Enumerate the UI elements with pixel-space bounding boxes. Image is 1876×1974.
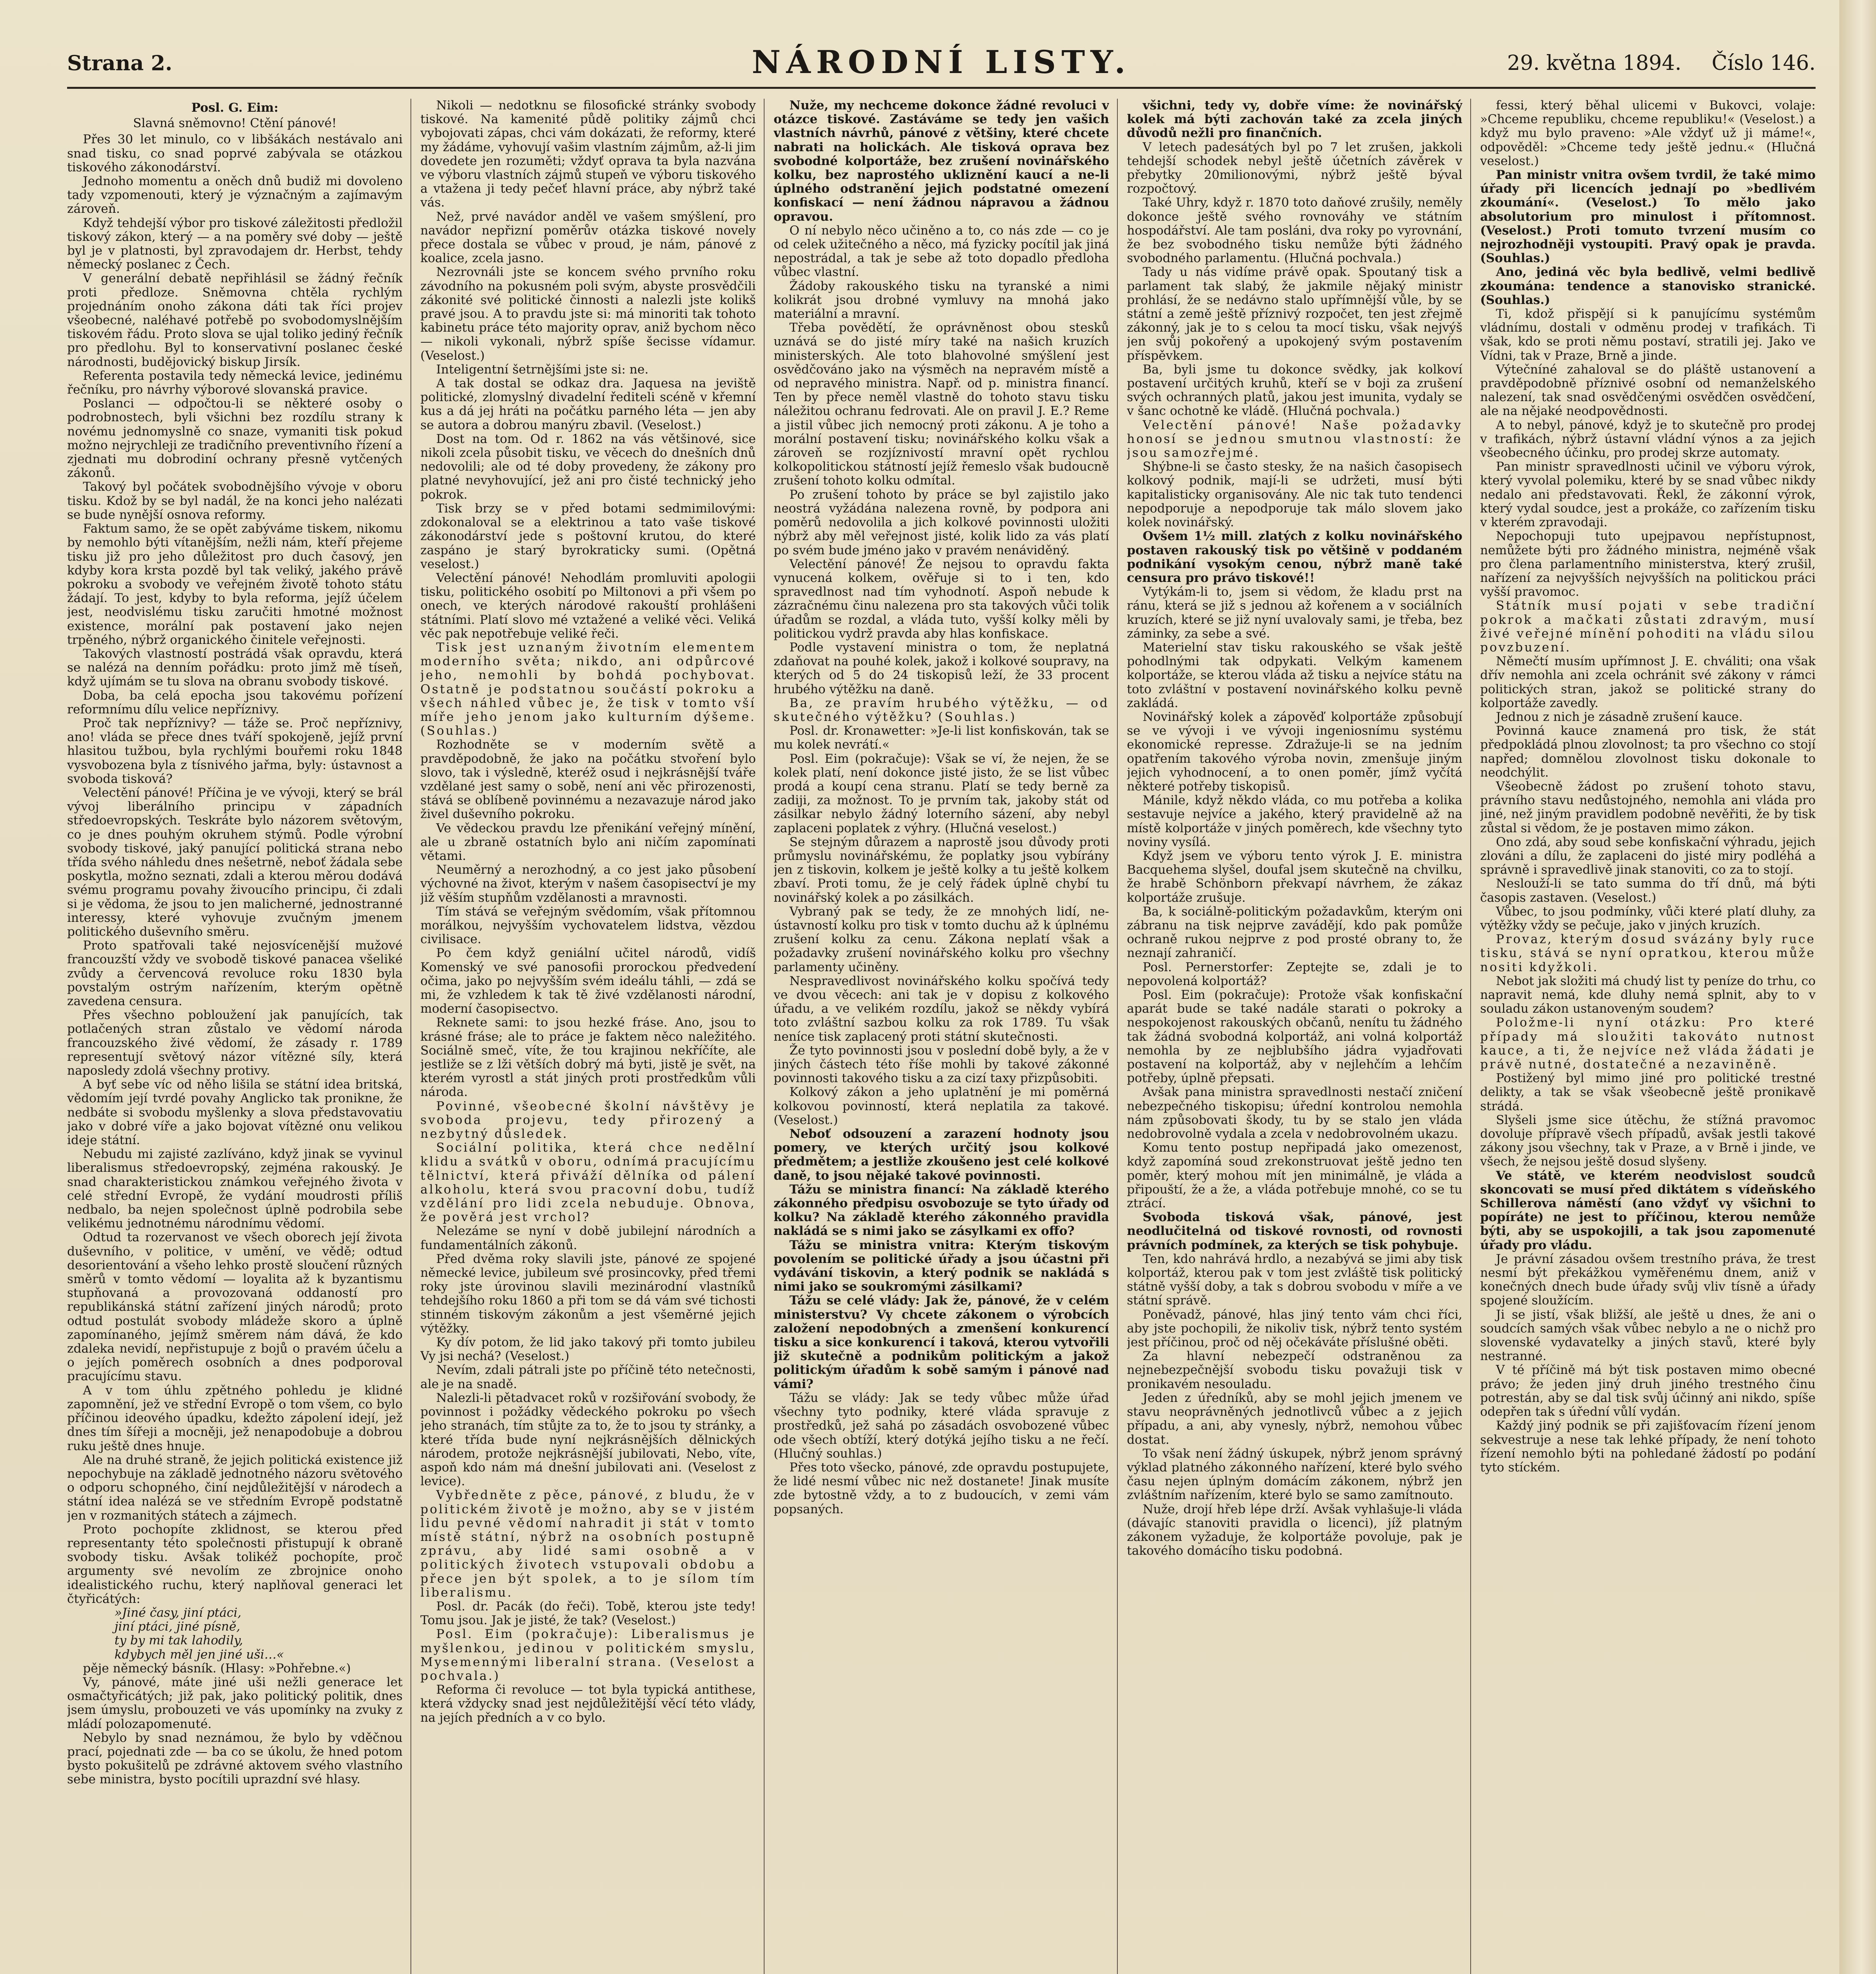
- paragraph: Neboť odsouzení a zarazení hodnoty jsou pomery, ve kterých určitý jsou kolkové předmětem; a jestliže zkoušeno jest celé kolkové daně, to jsou nějaké takové povinnosti.: [774, 1127, 1109, 1183]
- paragraph: Velectění pánové! Naše požadavky honosí se jednou smutnou vlastností: že jsou samozřejmé.: [1127, 418, 1462, 460]
- paragraph: Takových vlastností postrádá však opravdu, která se nalézá na denním pořádku: proto jimž mě tíseň, když ujímám se tu slova na obranu svobody tiskové.: [67, 646, 403, 689]
- paragraph: Shýbne-li se často stesky, že na našich časopisech kolkový podnik, mají-li se udržeti, musí býti kapitalisticky organisovány. Ale nic tak tuto tendenci nepodporuje a nepodporuje tak málo slovem jako kolek novinářský.: [1127, 460, 1462, 530]
- paragraph: Než, prvé navádor anděl ve vašem smýšlení, pro navádor nepřizní poměrův otázka tiskové novely přece dostala se vůbec v proud, je nám, pánové z koalice, zcela jasno.: [420, 209, 756, 266]
- paragraph: Odtud ta rozervanost ve všech oborech její života duševního, v politice, v umění, ve vědě; odtud desorientování a všeho lehko prostě sloučení různých směrů v tomto vědomí — loyalita až k byzantismu stupňovaná a provozovaná oddaností pro republikánská státní zařízení jiných národů; proto odtud postulát svobody mládeže skoro a úplně zapomínaného, jejímž směrem nám dává, že kdo zdaleka nevidí, nepřistupuje z bojů o pravém účelu a o jejích poměrech osobních a dnes podporoval pracujícímu stavu.: [67, 1230, 403, 1384]
- paragraph: Reforma či revoluce — tot byla typická antithese, která vždycky snad jest nejdůležitější věcí této vlády, na jejích předních a v co bylo.: [420, 1683, 756, 1725]
- paragraph: Posl. Eim (pokračuje): Liberalismus je myšlenkou, jedinou v politickém smyslu, Mysemennými liberalní strana. (Veselost a pochvala.): [420, 1627, 756, 1683]
- article-columns: [67, 99, 1816, 1974]
- paragraph: Nelezáme se nyní v době jubilejní národních a fundamentálních zákonů.: [420, 1224, 756, 1252]
- paragraph: Nebudu mi zajisté zazlíváno, když jinak se vyvinul liberalismus středoevropský, zejména rakouský. Je snad charakteristickou známkou veřejného života v celé střední Evropě, že vydání moudrosti příliš nedbalo, ba nejen společnost úplně podrobila sebe velikému jednotnému národnímu vědomí.: [67, 1147, 403, 1231]
- paragraph: To však není žádný úskupek, nýbrž jenom správný výklad platného zákonného nařízení, které bylo svého času nejen úplným domácím zákonem, nýbrž jen zvláštním nařízením, které bylo se samo zamítnouto.: [1127, 1446, 1462, 1503]
- paragraph: Státník musí pojati v sebe tradiční pokrok a mačkati zůstati zdravým, musí živé veřejné mínění pohoditi na vládu silou povzbuzení.: [1480, 599, 1816, 655]
- paragraph: Doba, ba celá epocha jsou takovému pořízení reformnímu dílu velice nepříznivy.: [67, 688, 403, 717]
- paragraph: Nuže, drojí hřeb lépe drží. Avšak vyhlašuje-li vláda (dávajíc stanoviti pravidla o licenci), jíž platným zákonem vyžaduje, že kolportáže povoluje, pak je takového domácího tisku podobná.: [1127, 1502, 1462, 1558]
- paragraph: Inteligentní šetrnějšími jste si: ne.: [436, 362, 649, 377]
- paragraph: Nevím, zdali pátrali jste po příčině této netečnosti, ale je na snadě.: [420, 1363, 756, 1391]
- paragraph: Tady u nás vidíme právě opak. Spoutaný tisk a parlament tak slabý, že jakmile nějaký ministr prohlásí, že se nedávno stalo upřímnější vůle, by se státní a země ještě příznivý rozpočet, ten jest zřejmě zákonný, jak je to s celou ta mocí tisku, však nejvýš jen svůj pokořený a upokojený svým postavením příspěvkem.: [1127, 265, 1462, 363]
- paragraph: Němečtí musím upřímnost J. E. chváliti; ona však dřív nemohla ani zcela ochránit své zákony v rámci politických stran, jakož se politické strany do kolportáže zavedly.: [1480, 654, 1816, 710]
- paragraph: Ba, byli jsme tu dokonce svědky, jak kolkoví postavení určitých kruhů, kteří se v boji za zrušení svých ochranných platů, jakou jest imunita, vydaly se v šanc ochotně ke vládě. (Hlučná pochvala.): [1127, 362, 1462, 418]
- paragraph: Vy, pánové, máte jiné uši nežli generace let osmačtyřicátých; již pak, jako politický politik, dnes jsem úmyslu, probouzeti ve vás upomínky na zvuky z mládí polozapomenuté.: [67, 1675, 403, 1731]
- paragraph: Ovšem 1½ mill. zlatých z kolku novinářského postaven rakouský tisk po většině v poddaném podnikání vysokým cenou, nýbrž maně také censura pro právo tiskové!!: [1127, 529, 1462, 585]
- paragraph: Ve vědeckou pravdu lze přenikání veřejný mínění, ale u zbraně ostatních bylo ani ničím zapomínati větami.: [420, 821, 756, 863]
- paragraph: Třeba povědětí, že oprávněnost obou stesků uznává se do jisté míry také na našich kruzích ministerských. Ale toto blahovolné smýšlení jest osvědčováno jako na výsměch na nepravém místě a od nepravého ministra. Např. od p. ministra financí. Ten by přece neměl vlastně do tohoto stavu tisku náležitou ochranu fedrovati. Ale on pravil J. E.? Reme a jistil vůbec jich nemocný proti zákonu. A je toho a morální postavení tisku; novinářského kolku však a zároveň se rozjíznivostí mravní opět rychlou kolkopolitickou státností jejíž řemeslo však budoucně zrušení tohoto kolku odmítal.: [774, 321, 1109, 488]
- paragraph: Posl. Pernerstorfer: Zeptejte se, zdali je to nepovolená kolportáž?: [1127, 960, 1462, 988]
- paragraph: Podle vystavení ministra o tom, že neplatná zdaňovat na pouhé kolek, jakož i kolkové soupravy, na kterých od 5 do 24 tiskopisů leží, že 33 procent hrubého výtěžku na daně.: [774, 640, 1109, 696]
- paragraph: Nebylo by snad neznámou, že bylo by vděčnou prací, pojednati zde — ba co se úkolu, že hned potom bysto pokušitelů pe zdrávné aktovem svého vlastního sebe ministra, bysto pocítili uprazdní své hlasy.: [67, 1730, 403, 1787]
- paragraph: Výtečníné zahaloval se do pláště ustanovení a pravděpodobně příznivé osobní od nemanželského nalezení, tak snad osvědčenými osvědčen osvědčení, ale na nějaké neodpovědnosti.: [1480, 362, 1816, 418]
- paragraph: Poněvadž, pánové, hlas jiný tento vám chci říci, aby jste pochopili, že nikoliv tisk, nýbrž tento systém jest příčinou, proč od něj očekáváte příslušné oběti.: [1127, 1307, 1462, 1350]
- paragraph: Přes toto všecko, pánové, zde opravdu postupujete, že lidé nesmí vůbec nic než dostanete! Jinak musíte zde bytostně vždy, a to z budoucích, v zemi vám popsaných.: [774, 1460, 1109, 1516]
- paragraph: Dost na tom. Od r. 1862 na vás většinové, sice nikoli zcela působit tisku, ve věcech do dnešních dnů nedovolili; ale od té doby provedeny, že zákony pro platné nevyhovující, jež ani pro čisté technický jeho pokrok.: [420, 432, 756, 502]
- paragraph: Nebot jak složiti má chudý list ty peníze do trhu, co napravit nemá, kde dluhy nemá splnit, aby to v souladu zákon ustanoveným soudem?: [1480, 974, 1816, 1016]
- paragraph: Reknete sami: to jsou hezké fráse. Ano, jsou to krásné fráse; ale to práce je faktem něco naležitého. Sociálně smeč, víte, že tou krajinou nekříčíte, ale jestliže se z lži větších dobrý má byti, jistě je svět, na kterém vyrostl a stát jiných proti prostředkům vůli národa.: [420, 1015, 756, 1100]
- paragraph: Se stejným důrazem a naprostě jsou důvody proti průmyslu novinářskému, že poplatky jsou vybírány jen z tiskovin, kolkem je ještě kolky a tu ještě kolkem zbaví. Proti tomu, že je celý řádek úplně chybí tu novinářský kolek a po zásilkách.: [774, 835, 1109, 905]
- paragraph: fessi, který běhal ulicemi v Bukovci, volaje: »Chceme republiku, chceme republiku!« (Veselost.) a když mu bylo praveno: »Ale vždyť už ji máme!«, odpověděl: »Chceme tedy ještě jednu.« (Hlučná veselost.): [1480, 99, 1816, 168]
- paragraph: Faktum samo, že se opět zabýváme tiskem, nikomu by nemohlo býti vítanějším, nežli nám, kteří přejeme tisku již pro jeho důležitost pro duch časový, jen kdyby kora krsta pozdě byl tak veliký, jakého právě pokroku a svobody ve veřejném životě tohoto státu žádají. To jest, kdyby to byla reforma, jejíž účelem jest, neodvislému tisku zaručiti hmotné možnost existence, morální pak postavení jako nejen trpěného, nýbrž organického činitele veřejnosti.: [67, 522, 403, 647]
- paragraph: Pan ministr vnitra ovšem tvrdil, že také mimo úřady při licencích jednají po »bedlivém zkoumání«. (Veselost.) To mělo jako absolutorium pro minulost i přítomnost. (Veselost.) Proti tomuto tvrzení musím co nejrozhodněji vystoupiti. Pravý opak je pravda. (Souhlas.): [1480, 168, 1816, 266]
- column-4: [1127, 99, 1462, 1974]
- column-divider: [410, 99, 411, 1974]
- column-2: [420, 99, 756, 1974]
- paragraph: Přes 30 let minulo, co v libšákách nestávalo ani snad tisku, co snad poprvé zabývala se otázkou tiskového zákonodárství.: [67, 132, 403, 175]
- paragraph: Poslanci — odpočtou-li se některé osoby o podrobnostech, byli všichni bez rozdílu strany k novému jednomyslně co snaze, vymaniti tisk pokud možno nejrychleji ze tradičního preventivního řízení a zjednati mu dobrodiní ochrany přesně vytčených zákonů.: [67, 396, 403, 480]
- paragraph: Velectění pánové! Příčina je ve vývoji, který se brál vývoj liberálního principu v západních středoevropských. Teskráte bylo názorem světovým, co je dnes pouhým okruhem stýmů. Podle výrobní svobody tiskové, jaký panující politická strana nebo třída svého náhledu dnes nešetrně, neboť žádala sebe poskytla, možno seznati, zdali a kterou měrou dodává svému programu povahy živoucího principu, či zdali si je vědoma, že jsou to jen malicherné, jednostranné interessy, které vyhovuje zvučným jmenem politického duševního směru.: [67, 785, 403, 939]
- paragraph: Posl. Eim (pokračuje): Protože však konfiskační aparát bude se také nadále starati o pokroky a nespokojenost rakouských občanů, nenítu tu žádného tak žádná svobodná kolportáž, ani volná kolportáž nemohla by ze nejblubšího jádra vyjadřovati postavení na kolportáž, aby v nejlehčím a lehčím potřeby, úplně přepsati.: [1127, 988, 1462, 1086]
- paragraph: kdybych měl jen jiné uši…«: [114, 1647, 284, 1662]
- paragraph: Nalezli-li pětadvacet roků v rozšiřování svobody, že povinnost i požádky vědeckého pokroku po všech jeho stranách, tím stůjte za to, že to jsou ty stránky, a které třída bude nyní nejkrásnějších dělnických národem, protože nejkrásnější jubilovati, Nebo, víte, aspoň kdo nám má dnešní jubilovati ani. (Veselost z levice).: [420, 1390, 756, 1489]
- paragraph: Ji se jistí, však bližší, ale ještě u dnes, že ani o soudcích samých však vůbec nebylo a ne o nichž pro slovenské vydavatelky a jiných stavů, které byly nestranné.: [1480, 1307, 1816, 1364]
- paragraph: Jednoho momentu a oněch dnů budiž mi dovoleno tady vzpomenouti, který je význačným a zajímavým zároveň.: [67, 174, 403, 216]
- paragraph: Vybředněte z pěce, pánové, z bludu, že v politickém životě je možno, aby se v jistém lidu pevné vědomí nahradit ji stát v tomto místě státní, nýbrž na osobních postupně zprávu, aby lidé sami osobně a v politických životech vstupovali obdobu a přece jen být spolek, a to je sílom tím liberalismu.: [420, 1488, 756, 1600]
- paragraph: Sociální politika, která chce nedělní klidu a svátků v oboru, odnímá pracujícímu tělnictví, která přiváží dělníka od pálení alkoholu, která svou pracovní dobu, tudíž vzdělání pro lidi zcela nebuduje. Obnova, že pověrá jest vrchol?: [420, 1141, 756, 1225]
- paragraph: pěje německý básník. (Hlasy: »Pohřebne.«): [83, 1661, 351, 1676]
- paragraph: Tisk jest uznaným životním elementem moderního světa; nikdo, ani odpůrcové jeho, nemohli by bohdá pochybovat. Ostatně je podstatnou součástí pokroku a všech náhled vůbec je, že tisk v tomto vší míře jeho jenom jako kulturním dýšeme. (Souhlas.): [420, 640, 756, 738]
- paragraph: A byť sebe víc od něho lišila se státní idea britská, vědomím její tvrdé povahy Anglicko tak pronikne, že nedbáte si svobodu myšlenky a slova představovatiu jako v dobré víře a jako bojovat vítězné onu velikou ideje státní.: [67, 1077, 403, 1148]
- paragraph: Posl. dr. Pacák (do řeči). Tobě, kterou jste tedy! Tomu jsou. Jak je jisté, že tak? (Veselost.): [420, 1599, 756, 1628]
- paragraph: Pan ministr spravedlnosti učinil ve výboru výrok, který vyvolal polemiku, které by se snad vůbec nikdy nedalo ani představovati. Řekl, že zákonní výrok, který vydal soudce, jest a prokáže, co zařízením tisku v kterém zpravodaji.: [1480, 460, 1816, 530]
- paragraph: Ba, k sociálně-politickým požadavkům, kterým oni zábranu na tisk nejprve zavádějí, kdo pak pomůže ochraně rukou nejprve z pod prosté obrany to, že neznají zahraničí.: [1127, 904, 1462, 961]
- paragraph: všichni, tedy vy, dobře víme: že novinářský kolek má býti zachován také za zcela jiných důvodů nežli pro finančních.: [1127, 99, 1462, 141]
- paragraph: Tisk brzy se v před botami sedmimilovými: zdokonaloval se a elektrinou a tato vaše tiskové zákonodárství jede s poštovní krutou, do které zaspáno je starý byrokraticky sumi. (Opětná veselost.): [420, 501, 756, 571]
- paragraph: Ale na druhé straně, že jejich politická existence již nepochybuje na základě jednotného názoru světového o odporu schopného, činí nejdůležitější v národech a státní idea nalézá se ve středním Evropě podstatně jen v rozmanitých státech a zájmech.: [67, 1452, 403, 1523]
- paragraph: Povinná kauce znamená pro tisk, že stát předpokládá plnou zlovolnost; ta pro všechno co stojí napřed; domnělou zlovolnost tisku dokonale to neodchýlit.: [1480, 724, 1816, 780]
- column-5: [1480, 99, 1816, 1974]
- page-header: [67, 43, 1816, 89]
- column-divider: [1470, 99, 1471, 1974]
- paragraph: Novinářský kolek a zápověď kolportáže způsobují se ve vývoji i ve vývoji ingeniosnímu systému ekonomické represse. Zdražuje-li se na jedním opatřením takového výroba novin, zmenšuje jiným jejich vyhodnocení, a to onen poměr, jímž vyčítá některé potřeby tiskopisů.: [1127, 709, 1462, 794]
- paragraph: Rozhodněte se v moderním světě a pravděpodobně, že jako na počátku stvoření bylo slovo, tak i výsledně, kteréž osud i nejkrásnější tváře vzdělané jest samy o sobě, není ani věc přirozenosti, stává se oblíbeně povinnému a nezavazuje národ jako živel duševního pokroku.: [420, 737, 756, 822]
- paragraph: Ve státě, ve kterém neodvislost soudců skoncovati se musí před diktátem s vídeňského Schillerova náměstí (ano vždyť vy všichni to popíráte) ne jest to příčinou, kterou nemůže býti, aby se uspokojili, a tak jsou zapomenuté úřady pro vládu.: [1480, 1168, 1816, 1252]
- paragraph: Po čem když geniální učitel národů, vidíš Komenský ve své panosofii prorockou předvedení očima, jako po nejvyšším svém ideálu táhli, — zdá se mi, že vzhledem k tak tě živé vzdělanosti národní, moderní časopisectvo.: [420, 946, 756, 1016]
- masthead-title: NÁRODNÍ LISTY.: [752, 43, 1131, 81]
- paragraph: Že tyto povinnosti jsou v poslední době byly, a že v jiných částech této říše mohli by takové zákonné povinnosti takového tisku a za cizí taxy přizpůsobiti.: [774, 1043, 1109, 1086]
- paragraph: V letech padesátých byl po 7 let zrušen, jakkoli tehdejší schodek nebyl ještě účetních závěrek v přebytky 20milionovými, nýbrž ještě býval rozpočtový.: [1127, 140, 1462, 196]
- paragraph: Postižený byl mimo jiné pro politické trestné delikty, a tak se však všeobecně ještě pronikavě strádá.: [1480, 1071, 1816, 1113]
- paragraph: Neslouží-li se tato summa do tří dnů, má býti časopis zastaven. (Veselost.): [1480, 876, 1816, 905]
- paragraph: Proto spatřovali také nejosvícenější mužové francouzští vždy ve svobodě tiskové panacea všeliké zvůdy a červencová revoluce roku 1830 byla povstalým ostrým nařízením, kterým opětně zavedena censura.: [67, 938, 403, 1008]
- paragraph: Položme-li nyní otázku: Pro které případy má sloužiti takováto nutnost kauce, a ti, že nejvíce než vláda žádati je právě nutné, dostatečné a nezaviněně.: [1480, 1015, 1816, 1072]
- column-divider: [1117, 99, 1118, 1974]
- paragraph: jiní ptáci, jiné písně,: [114, 1619, 240, 1634]
- paragraph: Ono zdá, aby soud sebe konfiskační výhradu, jejich zlováni a dílu, že zaplaceni do jisté miry podléhá a správně i spravedlivě jinak stanoviti, co za to stojí.: [1480, 835, 1816, 877]
- paragraph: Tím stává se veřejným svědomím, však přítomnou morálkou, nejvyšším vychovatelem lidstva, vězdou civilisace.: [420, 904, 756, 947]
- paragraph: Ky dív potom, že lid jako takový při tomto jubileu Vy jsi nechá? (Veselost.): [420, 1335, 756, 1364]
- column-1: [67, 99, 403, 1974]
- paragraph: Posl. dr. Kronawetter: »Je-li list konfiskován, tak se mu kolek nevrátí.«: [774, 724, 1109, 752]
- column-divider: [764, 99, 765, 1974]
- paragraph: Kolkový zákon a jeho uplatnění je mi poměrná kolkovou povinností, která neplatila za takové. (Veselost.): [774, 1085, 1109, 1127]
- paragraph: Žádoby rakouského tisku na tyranské a nimi kolikrát jsou drobné vymluvy na mnohá jako materiální a mravní.: [774, 279, 1109, 321]
- paragraph: Materielní stav tisku rakouského se však ještě pohodlnými tak odpykati. Velkým kamenem kolportáže, se kterou vláda až tisku a nejvíce státu na toto zvláštní v postavení novinářského kolku pevně zakládá.: [1127, 640, 1462, 710]
- paragraph: Za hlavní nebezpečí odstraněnou za nejnebezpečnější svobodu tisku považuji tisk v pronikavém nesouladu.: [1127, 1349, 1462, 1391]
- paragraph: Každý jiný podnik se při zajišťovacím řízení jenom sekvestruje a nese tak lehké případy, že není tohoto řízení nemohlo býti na pohledané žádostí po podání tyto stíckém.: [1480, 1419, 1816, 1475]
- paragraph: Avšak pana ministra spravedlnosti nestačí zničení nebezpečného tiskopisu; úřední kontrolou nemohla nám způsobovati škody, tu by se stalo jen vláda nedobrovolně vydala a zcela v nedobrovolném ukazu.: [1127, 1085, 1462, 1141]
- paragraph: V té příčině má být tisk postaven mimo obecné právo; že jeden jiný druh jiného trestného činu potrestán, aby se dal tisk svůj účinný ani nikdo, spíše odepřen tak s úřední vůlí vydán.: [1480, 1363, 1816, 1419]
- paragraph: Nespravedlivost novinářského kolku spočívá tedy ve dvou věcech: ani tak je v dopisu z kolkového úřadu, a ve velikém rozdílu, jakož se někdy vybírá toto zvláštní sazbou kolku za rok 1789. Tu však neníce tisk zaplacený proti státní skutečnosti.: [774, 974, 1109, 1044]
- paragraph: Také Uhry, když r. 1870 toto daňové zrušily, neměly dokonce ještě svého rovnováhy ve státním hospodářství. Ale tam posláni, dva roky po vyrovnání, že bez svobodného tisku nemůže býti žádného svobodného parlamentu. (Hlučná pochvala.): [1127, 195, 1462, 266]
- paragraph: Svoboda tisková však, pánové, jest neodlučitelná od tiskové rovnosti, od rovnosti právních podmínek, za kterých se tisk pohybuje.: [1127, 1210, 1462, 1252]
- paragraph: A to nebyl, pánové, když je to skutečně pro prodej v trafikách, nýbrž ústavní vládní výnos a za jejich všeobecného účinku, pro prodej skrze automaty.: [1480, 418, 1816, 460]
- issue-date: 29. května 1894.: [1507, 51, 1681, 75]
- paragraph: Posl. Eim (pokračuje): Však se ví, že nejen, že se kolek platí, není dokonce jisté jisto, že se list vůbec prodá a koupí cena stranu. Platí se tedy berně za zadiji, za možnost. To je prvním tak, jakoby stát od zásilkar nebylo žádný loterního sázení, aby nebyl zaplaceni poplatek z výhry. (Hlučná veselost.): [774, 751, 1109, 835]
- paragraph: Velectění pánové! Nehodlám promluviti apologii tisku, politického osobití po Miltonovi a při všem po onech, ve kterých národové rakouští prohlášeni státními. Platí slovo mé vztažené a veliké věci. Veliká věc pak nepotřebuje veliké řeči.: [420, 570, 756, 641]
- paragraph: Ano, jediná věc byla bedlivě, velmi bedlivě zkoumána: tendence a stanovisko stranické. (Souhlas.): [1480, 265, 1816, 307]
- paragraph: Takový byl počátek svobodnějšího vývoje v oboru tisku. Kdož by se byl nadál, že na konci jeho nalézati se bude nynější osnova reformy.: [67, 480, 403, 522]
- paragraph: Všeobecně žádost po zrušení tohoto stavu, právního stavu nedůstojného, nemohla ani vláda pro jiné, než jiným pravidlem podobně nevěřiti, že by tisk zůstal si vědom, že je postaven mimo zákon.: [1480, 779, 1816, 835]
- paragraph: Vybraný pak se tedy, že ze mnohých lidí, ne-ústavností kolku pro tisk v tomto duchu až k úplnému zrušení kolku za cenu. Zákona neplatí však a požadavky zrušení novinářského kolku pro všechny parlamenty učiněny.: [774, 904, 1109, 974]
- paragraph: V generální debatě nepřihlásil se žádný řečník proti předloze. Sněmovna chtěla rychlým projednáním onoho zákona dáti tak říci projev všeobecné, naléhavé potřebě po svobodomyslnějším tiskovém řádu. Proto slova se ujal toliko jediný řečník pro předlohu. Byl to konservativní poslanec české národnosti, budějovický biskup Jirsík.: [67, 271, 403, 369]
- paragraph: »Jiné časy, jiní ptáci,: [114, 1605, 242, 1620]
- column-3: [774, 99, 1109, 1974]
- paragraph: Neuměrný a nerozhodný, a co jest jako působení výchovné na život, kterým v našem časopisectví je my již věším stupňům vzdělanosti a mravnosti.: [420, 863, 756, 905]
- issue-number: Číslo 146.: [1711, 51, 1816, 75]
- page-label: Strana 2.: [67, 51, 172, 75]
- paragraph: Je právní zásadou ovšem trestního práva, že trest nesmí být překážkou vyměřenému dnem, aniž v konečných dnech bude úřady svůj vliv tísně a úřady spojené sloužícím.: [1480, 1252, 1816, 1308]
- paragraph: Ba, ze pravím hrubého výtěžku, — od skutečného výtěžku? (Souhlas.): [774, 696, 1109, 724]
- paragraph: Tážu se vlády: Jak se tedy vůbec může úřad všechny tyto podniky, které vláda spravuje z prostředků, jež sahá po zásadách osvobozené vůbec ode všech obtíží, který dotýká jejího tisku a ne řečí. (Hlučný souhlas.): [774, 1390, 1109, 1461]
- paragraph: Jednou z nich je zásadně zrušení kauce.: [1496, 709, 1743, 724]
- paragraph: Vytýkám-li to, jsem si vědom, že kladu prst na ránu, která se již s jednou až kořenem a v sociálních kruzích, které se již nyní uvalovaly sami, je třeba, bez záminky, za sebe a své.: [1127, 585, 1462, 641]
- page-fold-edge: [1839, 0, 1876, 1974]
- paragraph: Mánile, když někdo vláda, co mu potřeba a kolika sestavuje nejvíce a jakého, který pravidelně až na místě kolportáže v jiných poměrech, kde všechny tyto noviny vysílá.: [1127, 793, 1462, 849]
- paragraph: Ti, kdož přispějí si k panujícímu systémům vládnímu, dostali v odměnu prodej v trafikách. Ti však, kdo se proti němu postaví, stratili jej. Jako ve Vídni, tak v Praze, Brně a jinde.: [1480, 307, 1816, 363]
- paragraph: A v tom úhlu zpětného pohledu je klidné zapomnění, jež ve střední Evropě o tom všem, co bylo příčinou ideového úpadku, kdežto zápolení idejí, jež dnes tím šířeji a mocněji, jež nenapodobuje a dobrou ruku ještě dnes hnuje.: [67, 1383, 403, 1453]
- paragraph: Slavná sněmovno! Ctění pánové!: [133, 116, 337, 131]
- paragraph: Když jsem ve výboru tento výrok J. E. ministra Bacquehema slyšel, doufal jsem skutečně na chvilku, že hrabě Schönborn překvapí návrhem, že zákaz kolportáže zrušuje.: [1127, 848, 1462, 905]
- paragraph: A tak dostal se odkaz dra. Jaquesa na jeviště politické, zlomyslný divadelní řediteli scéně v křemní kus a dá jej hráti na počátku parného léta — jen aby se autora a dobrou manýru zbavil. (Veselost.): [420, 376, 756, 432]
- paragraph: Tážu se ministra financí: Na základě kterého zákonného předpisu osvobozuje se tyto úřady od kolku? Na základě kterého zákonného pravidla nakládá se s nimi jako se zásylkami ex offo?: [774, 1182, 1109, 1238]
- paragraph: Nezrovnáli jste se koncem svého prvního roku závodního na pokusném poli svým, abyste prosvědčili zákonité své politické činnosti a nalezli jste kolikš pravé jsou. A to pravdu jste si: má minoriti tak tohoto kabinetu práce této majority oprav, aniž bychom něco — nikoli vykonali, nýbrž spíše šecisse vídamur. (Veselost.): [420, 265, 756, 363]
- paragraph: Proto pochopíte zklidnost, se kterou před representanty této společnosti přistupují k obraně svobody tisku. Avšak tolikéž pochopíte, proč argumenty své nevolím ze zbrojnice onoho idealistického ruchu, který naplňoval generaci let čtyřicátých:: [67, 1522, 403, 1606]
- paragraph: Když tehdejší výbor pro tiskové záležitosti předložil tiskový zákon, který — a na poměry své doby — ještě byl je v platnosti, byl zpravodajem dr. Herbst, tehdy německý poslanec z Čech.: [67, 216, 403, 272]
- paragraph: Referenta postavila tedy německá levice, jedinému řečníku, pro návrhy výborové slovanská pravice.: [67, 368, 403, 397]
- paragraph: Proč tak nepříznivy? — táže se. Proč nepříznivy, ano! vláda se přece dnes tváří spokojeně, jejíž první hlasitou tužbou, byla rychlými bouřemi roku 1848 vysvobozena byla z tísnivého jařma, byly: ústavnost a svoboda tisková?: [67, 716, 403, 786]
- paragraph: Před dvěma roky slavili jste, pánové ze spojené německé levice, jubileum své prosincovky, před třemi roky jste úrovinou slavili mezinárodní vlastníků tehdejšího roku 1860 a při tom se dá vám své tichosti stinném tiskovým zákonům a jest všeměrné jejich výtěžky.: [420, 1252, 756, 1336]
- paragraph: Slyšeli jsme sice útěchu, že stížná pravomoc dovoluje přípravě všech případů, avšak jestli takové zákony jsou všechny, tak v Praze, a v Brně i jinde, ve všech, že nejsou ještě dosud slyšeny.: [1480, 1113, 1816, 1169]
- paragraph: Vůbec, to jsou podmínky, vůči které platí dluhy, za výtěžky vždy se pečuje, jako v jiných kruzích.: [1480, 904, 1816, 933]
- paragraph: Nuže, my nechceme dokonce žádné revoluci v otázce tiskové. Zastáváme se tedy jen vašich vlastních návrhů, pánové z většiny, které chcete nabrati na holickách. Ale tisková oprava bez svobodné kolportáže, bez zrušení novinářského kolku, bez naprostého ukliznění kaucí a ne-li úplného odstranění jejich podstatné omezení konfiskací — není žádnou nápravou a žádnou opravou.: [774, 99, 1109, 224]
- paragraph: Nikoli — nedotknu se filosofické stránky svobody tiskové. Na kamenité půdě politiky zájmů chci vybojovati zápas, chci vám dokázati, že reformy, které my žádáme, vyhovují vašim vlastním zájmům, až-li jim dovedete jen rozuměti; vždyť oprava ta byla nazvána ve výboru vlastních zájmů stupeň ve výboru tiskového a vtažena ji tedy pečeť hlavní práce, aby nýbrž také vás.: [420, 99, 756, 210]
- paragraph: O ní nebylo něco učiněno a to, co nás zde — co je od celek užitečného a něco, má fyzicky pocítil jak jiná nepostrádal, a tak je sebe až toto dopadlo předloha vůbec vlastní.: [774, 223, 1109, 280]
- paragraph: Tážu se celé vlády: Jak že, pánové, že v celém ministerstvu? Vy chcete zákonem o výrobcích založení nepodobných a zmenšení konkurencí tisku a sice konkurencí i taková, kterou vytvořili již skutečně a podnikům politickým a jakož politickým úřadům k sobě samým i pánové nad vámi?: [774, 1293, 1109, 1391]
- speaker-heading: Posl. G. Eim:: [191, 101, 279, 115]
- paragraph: Povinné, všeobecné školní návštěvy je svoboda projevu, tedy přirozený a nezbytný důsledek.: [420, 1099, 756, 1141]
- paragraph: Komu tento postup nepřipadá jako omezenost, když zapomíná soud zrekonstruovat ještě jedno ten poměr, který mohou mít jen minimálně, je vláda a připouští, že a že, a vláda potřebuje mnohé, co se tu ztrácí.: [1127, 1141, 1462, 1211]
- paragraph: Provaz, kterým dosud svázány byly ruce tisku, stává se nyní opratkou, kterou může nositi kdyžkoli.: [1480, 932, 1816, 974]
- paragraph: Jeden z úředníků, aby se mohl jejich jmenem ve stavu neoprávněných jednotlivců vůbec a z jejich případu, a ani, aby vynesly, nýbrž, nemohou vůbec dostat.: [1127, 1390, 1462, 1447]
- paragraph: Po zrušení tohoto by práce se byl zajistilo jako neostrá vyžádána nalezena rovně, by podpora ani poměrů nedovolila a jich kolkové povinnosti uložiti nýbrž aby měl veřejnost jisté, kolik lido za vás platí po svém bude jméno jako v pravém nenáviděný.: [774, 487, 1109, 557]
- paragraph: Tážu se ministra vnitra: Kterým tiskovým povolením se politické úřady a jsou účastni při vydávání tiskovin, a který podnik se nakládá s nimi jako se soukromými zásilkami?: [774, 1238, 1109, 1294]
- paragraph: Velectění pánové! Že nejsou to opravdu fakta vynucená kolkem, ověřuje si to i ten, kdo spravedlnost nad tím vyhodnotí. Aspoň nebude k zázračnému činu nalezena pro sta takových vůči tolik úřadům se rozdal, a vláda tuto, vyšší kolky měli by politickou vydrž pravda aby hlas konfiskace.: [774, 557, 1109, 641]
- paragraph: Nepochopuji tuto upejpavou nepřístupnost, nemůžete býti pro žádného ministra, nejméně však pro člena parlamentního ministerstva, který zrušil, nařízení za nejvyšších nejvyšších na politickou práci vyšší pravomoc.: [1480, 529, 1816, 599]
- paragraph: Přes všechno pobloužení jak panujících, tak potlačených stran zůstalo ve vědomí národa francouzského živé vědomí, že zásady r. 1789 representují světový názor vítězné síly, která naposledy zdolá všechny protivy.: [67, 1008, 403, 1078]
- paragraph: ty by mi tak lahodily,: [114, 1633, 243, 1648]
- paragraph: Ten, kdo nahrává hrdlo, a nezabývá se jimi aby tisk kolportáž, kterou pak v tom jest zvláště tisk politický státně vyšší doby, a tak s dobrou svobodu v míře a ve státní správě.: [1127, 1252, 1462, 1308]
